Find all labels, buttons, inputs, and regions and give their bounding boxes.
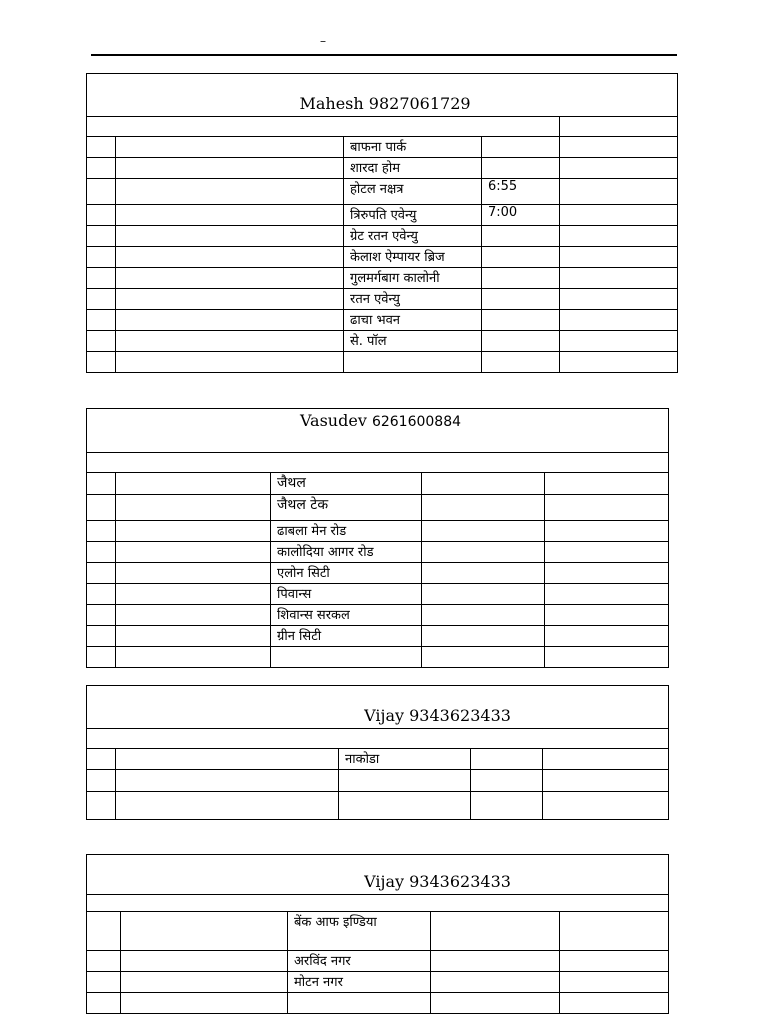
table-row	[87, 289, 678, 310]
table-cell	[87, 605, 116, 626]
table-cell	[87, 584, 116, 605]
table-cell	[87, 542, 116, 563]
table-cell	[116, 268, 344, 289]
table-cell	[87, 495, 116, 521]
table-cell	[87, 473, 116, 495]
table-cell	[545, 495, 669, 521]
table-cell	[560, 951, 669, 972]
table-row	[87, 993, 669, 1014]
table-cell	[87, 647, 116, 668]
table-cell	[560, 137, 678, 158]
table-cell	[560, 205, 678, 226]
table-cell	[87, 331, 116, 352]
table-row	[87, 563, 669, 584]
table-cell	[116, 770, 339, 792]
table-cell	[87, 729, 669, 749]
table-cell	[431, 951, 560, 972]
table-cell	[87, 895, 669, 912]
table-cell	[422, 563, 545, 584]
table-cell	[482, 226, 560, 247]
table-cell	[87, 993, 121, 1014]
table-row	[87, 729, 669, 749]
stop-name: से. पॉल	[344, 331, 482, 352]
table-cell	[116, 310, 344, 331]
route-table-mahesh	[86, 73, 678, 373]
table-title-row	[87, 409, 669, 453]
section-title	[87, 855, 669, 895]
table-cell	[431, 993, 560, 1014]
table-cell	[116, 647, 271, 668]
table-cell	[87, 158, 116, 179]
table-row	[87, 792, 669, 820]
driver-phone: 9343623433	[409, 872, 511, 891]
table-cell	[560, 972, 669, 993]
table-row	[87, 117, 678, 137]
table-cell	[116, 792, 339, 820]
section-title	[87, 686, 669, 729]
table-row	[87, 268, 678, 289]
stop-name: बाफना पार्क	[344, 137, 482, 158]
table-cell	[116, 289, 344, 310]
table-cell	[482, 137, 560, 158]
table-cell	[545, 584, 669, 605]
table-cell	[87, 792, 116, 820]
table-cell	[87, 972, 121, 993]
table-cell	[422, 647, 545, 668]
table-cell	[422, 521, 545, 542]
table-cell	[482, 247, 560, 268]
table-cell	[422, 605, 545, 626]
driver-phone: 9827061729	[368, 94, 471, 113]
table-row	[87, 179, 678, 205]
table-cell	[471, 749, 543, 770]
table-title-row	[87, 74, 678, 117]
header-dash: –	[320, 34, 326, 48]
table-cell	[116, 205, 344, 226]
table-cell	[543, 792, 669, 820]
table-cell	[560, 226, 678, 247]
table-cell	[116, 495, 271, 521]
stop-name: कालोदिया आगर रोड	[271, 542, 422, 563]
table-cell	[87, 226, 116, 247]
table-cell	[87, 268, 116, 289]
table-cell	[87, 453, 669, 473]
table-cell	[116, 247, 344, 268]
table-cell	[560, 247, 678, 268]
table-cell	[545, 542, 669, 563]
stop-name: शारदा होम	[344, 158, 482, 179]
table-cell	[344, 352, 482, 373]
driver-phone: 9343623433	[409, 706, 511, 725]
table-cell	[560, 352, 678, 373]
table-cell	[87, 770, 116, 792]
table-cell	[121, 951, 288, 972]
table-cell	[339, 770, 471, 792]
table-cell	[422, 626, 545, 647]
table-row	[87, 495, 669, 521]
table-row	[87, 226, 678, 247]
table-cell	[116, 749, 339, 770]
table-cell	[87, 117, 560, 137]
table-cell	[560, 331, 678, 352]
table-cell	[482, 158, 560, 179]
driver-name: Vijay	[364, 706, 405, 725]
table-cell	[560, 289, 678, 310]
table-cell	[116, 226, 344, 247]
table-cell	[431, 972, 560, 993]
stop-name: जैथल टेक	[271, 495, 422, 521]
table-cell	[545, 626, 669, 647]
table-row	[87, 605, 669, 626]
table-row	[87, 770, 669, 792]
table-cell	[422, 542, 545, 563]
stop-name: जैथल	[271, 473, 422, 495]
route-table-vijay-1	[86, 685, 669, 820]
table-row	[87, 626, 669, 647]
table-cell	[543, 770, 669, 792]
stop-name: एलोन सिटी	[271, 563, 422, 584]
table-cell	[116, 542, 271, 563]
table-cell	[560, 268, 678, 289]
table-cell	[87, 205, 116, 226]
table-row	[87, 205, 678, 226]
driver-name: Mahesh	[299, 94, 364, 113]
table-cell	[545, 473, 669, 495]
table-cell	[543, 749, 669, 770]
stop-name: ग्रेट रतन एवेन्यु	[344, 226, 482, 247]
table-cell	[431, 912, 560, 951]
table-cell	[545, 605, 669, 626]
table-cell	[482, 268, 560, 289]
section-title	[87, 409, 669, 453]
table-row	[87, 912, 669, 951]
table-row	[87, 473, 669, 495]
table-row	[87, 137, 678, 158]
stop-name: रतन एवेन्यु	[344, 289, 482, 310]
table-row	[87, 158, 678, 179]
table-cell	[560, 117, 678, 137]
table-cell	[545, 563, 669, 584]
table-cell	[560, 993, 669, 1014]
table-cell	[560, 310, 678, 331]
stop-name: ढाचा भवन	[344, 310, 482, 331]
driver-name: Vasudev	[299, 411, 367, 430]
table-cell	[121, 912, 288, 951]
table-cell	[87, 179, 116, 205]
stop-name: ग्रीन सिटी	[271, 626, 422, 647]
stop-name: बेंक आफ इण्डिया	[288, 912, 431, 951]
stop-time: 6:55	[482, 179, 560, 205]
table-cell	[116, 179, 344, 205]
table-title-row	[87, 686, 669, 729]
table-cell	[87, 247, 116, 268]
table-cell	[339, 792, 471, 820]
stop-name: ढाबला मेन रोड	[271, 521, 422, 542]
stop-name: पिवान्स	[271, 584, 422, 605]
table-row	[87, 521, 669, 542]
table-row	[87, 247, 678, 268]
table-cell	[87, 749, 116, 770]
table-cell	[116, 352, 344, 373]
table-cell	[116, 473, 271, 495]
table-cell	[87, 521, 116, 542]
table-cell	[271, 647, 422, 668]
table-cell	[87, 626, 116, 647]
table-row	[87, 352, 678, 373]
table-cell	[116, 521, 271, 542]
table-cell	[116, 158, 344, 179]
header-rule	[91, 54, 677, 56]
stop-name: होटल नक्षत्र	[344, 179, 482, 205]
table-row	[87, 584, 669, 605]
table-cell	[422, 495, 545, 521]
stop-name: नाकोडा	[339, 749, 471, 770]
table-cell	[545, 521, 669, 542]
table-row	[87, 310, 678, 331]
table-cell	[87, 289, 116, 310]
route-table-vasudev	[86, 408, 669, 668]
table-cell	[560, 912, 669, 951]
table-row	[87, 749, 669, 770]
table-cell	[121, 972, 288, 993]
table-cell	[121, 993, 288, 1014]
stop-name: त्रिरुपति एवेन्यु	[344, 205, 482, 226]
table-row	[87, 331, 678, 352]
table-cell	[288, 993, 431, 1014]
table-cell	[545, 647, 669, 668]
table-cell	[116, 626, 271, 647]
table-cell	[482, 352, 560, 373]
table-cell	[116, 137, 344, 158]
route-table-vijay-2	[86, 854, 669, 1014]
table-cell	[471, 770, 543, 792]
table-cell	[116, 563, 271, 584]
table-row	[87, 895, 669, 912]
driver-name: Vijay	[364, 872, 405, 891]
table-cell	[422, 584, 545, 605]
stop-name: अरविंद नगर	[288, 951, 431, 972]
stop-name: शिवान्स सरकल	[271, 605, 422, 626]
driver-phone: 6261600884	[371, 414, 462, 430]
table-cell	[87, 352, 116, 373]
table-cell	[116, 605, 271, 626]
table-cell	[87, 912, 121, 951]
table-row	[87, 453, 669, 473]
stop-name: केलाश ऐम्पायर ब्रिज	[344, 247, 482, 268]
table-cell	[87, 310, 116, 331]
table-row	[87, 542, 669, 563]
table-cell	[87, 137, 116, 158]
stop-time: 7:00	[482, 205, 560, 226]
table-title-row	[87, 855, 669, 895]
table-cell	[560, 158, 678, 179]
table-row	[87, 951, 669, 972]
table-cell	[116, 331, 344, 352]
table-cell	[422, 473, 545, 495]
table-cell	[87, 563, 116, 584]
section-title	[87, 74, 678, 117]
stop-name: गुलमर्गबाग कालोनी	[344, 268, 482, 289]
table-cell	[560, 179, 678, 205]
table-row	[87, 647, 669, 668]
table-cell	[116, 584, 271, 605]
table-cell	[471, 792, 543, 820]
table-cell	[482, 310, 560, 331]
table-cell	[482, 289, 560, 310]
stop-name: मोटन नगर	[288, 972, 431, 993]
table-row	[87, 972, 669, 993]
table-cell	[87, 951, 121, 972]
table-cell	[482, 331, 560, 352]
